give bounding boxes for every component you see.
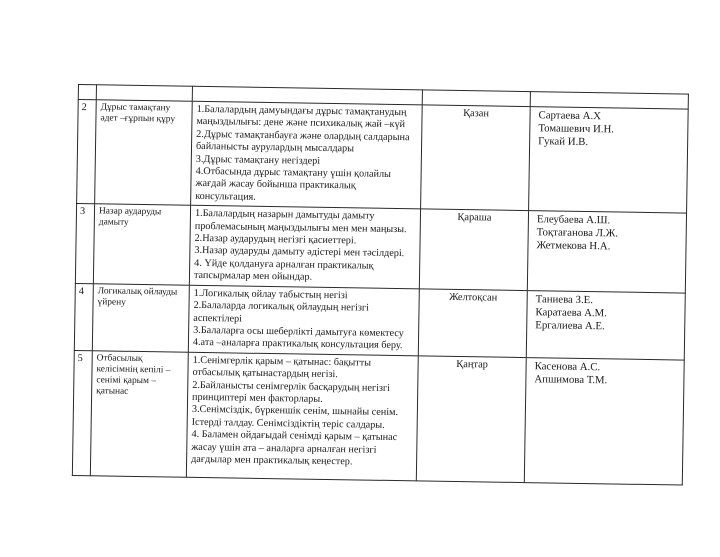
row-number: 5 [72, 350, 92, 475]
row-responsible [527, 211, 686, 293]
row-topic: Логикалық ойлауды үйрену [92, 283, 189, 352]
content-line: 3.Назар аударуды дамыту әдістері мен тәсілдері. [194, 245, 405, 260]
row-number: 2 [77, 100, 97, 205]
content-line: 2.Байланысты сенімгерлік басқарудың негізгі принциптері мен факторлары. [192, 379, 391, 405]
responsible-person: Жетмекова Н.А. [536, 239, 611, 253]
content-line: 2.Балаларда логикалық ойлаудың негізгі аспектілері [193, 299, 369, 325]
responsible-person: Ергалиева А.Е. [535, 318, 605, 332]
empty-cell [78, 85, 96, 100]
row-responsible [524, 357, 684, 484]
row-topic: Назар аударуды дамыту [93, 204, 190, 285]
row-number: 3 [75, 204, 94, 284]
table-row [72, 350, 684, 485]
row-content [191, 101, 423, 209]
table-row [74, 283, 685, 360]
content-line: 2.Дұрыс тамақтанбауға және олардың салдарына байланысты аурулардың мысалдары [195, 128, 410, 155]
responsible-person: Гукай И.В. [538, 135, 589, 149]
responsible-person: Тоқтағанова Л.Ж. [536, 226, 619, 240]
responsible-person: Апшимова Т.М. [534, 372, 608, 387]
content-line: 3.Балаларға осы шеберлікті дамытуға көмектесу [193, 324, 404, 340]
row-month: Желтоқсан [418, 289, 527, 358]
content-line: 1.Логикалық ойлау табыстың негізі [193, 287, 348, 301]
content-line: 4. Баламен ойдағыдай сенімді қарым – қатынас жасау үшін ата – аналарға арналған негізгі дағдылар мен практикалық кеңестер. [191, 428, 398, 468]
row-content [189, 206, 420, 289]
responsible-person: Сартаева А.Х [538, 109, 602, 123]
responsible-person: Елеубаева А.Ш. [536, 213, 611, 227]
content-line: 1.Балалардың назарын дамытуды дамыту проблемасының маңыздылығы мен мен маңызы. [194, 208, 407, 235]
row-month: Қараша [419, 209, 528, 290]
table-row [77, 100, 689, 214]
content-line: 4. Үйде қолдануға арналған практикалық тапсырмалар мен ойындар. [193, 257, 374, 283]
row-content [188, 285, 419, 356]
row-month: Қазан [421, 105, 531, 211]
row-month: Қаңтар [416, 356, 526, 483]
empty-cell [422, 90, 530, 107]
responsible-person: Томашевич И.Н. [538, 122, 615, 136]
responsible-person: Каратаева А.М. [535, 305, 608, 320]
content-line: 1.Балалардың дамуындағы дұрыс тамақтанудың маңыздылығы: дене және психикалық жай –күй [196, 103, 407, 131]
empty-cell [96, 85, 192, 102]
row-topic: Отбасылық келісімнің кепілі – сенімі қарым – қатынас [90, 350, 188, 476]
row-number: 4 [74, 283, 93, 350]
plan-table [72, 84, 689, 485]
responsible-person: Таниева З.Е. [535, 292, 594, 306]
content-line: 3.Дұрыс тамақтану негіздері [195, 153, 321, 167]
responsible-person: Касенова А.С. [534, 359, 601, 373]
content-line: 3.Сенімсіздік, бүркеншік сенім, шынайы сенім. Істерді талдау. Сенімсіздіктің теріс салдары. [191, 404, 399, 431]
table-row [75, 204, 686, 293]
plan-table-wrapper [72, 84, 688, 485]
content-line: 1.Сенімгерлік қарым – қатынас: бақытты отбасылық қатынастардың негізі. [192, 354, 372, 381]
row-responsible [529, 107, 689, 214]
content-line: 4.ата –аналарға практикалық консультация беру. [192, 337, 403, 352]
row-topic: Дұрыс тамақтану әдет –ғұрпын құру [95, 100, 193, 206]
content-line: 2.Назар аударудың негізгі қасиеттері. [194, 232, 357, 247]
row-responsible [526, 290, 685, 360]
content-line: 4.Отбасында дұрыс тамақтану үшін қолайлы жағдай жасау бойынша практикалық консультация. [195, 165, 392, 203]
row-content [186, 352, 418, 481]
